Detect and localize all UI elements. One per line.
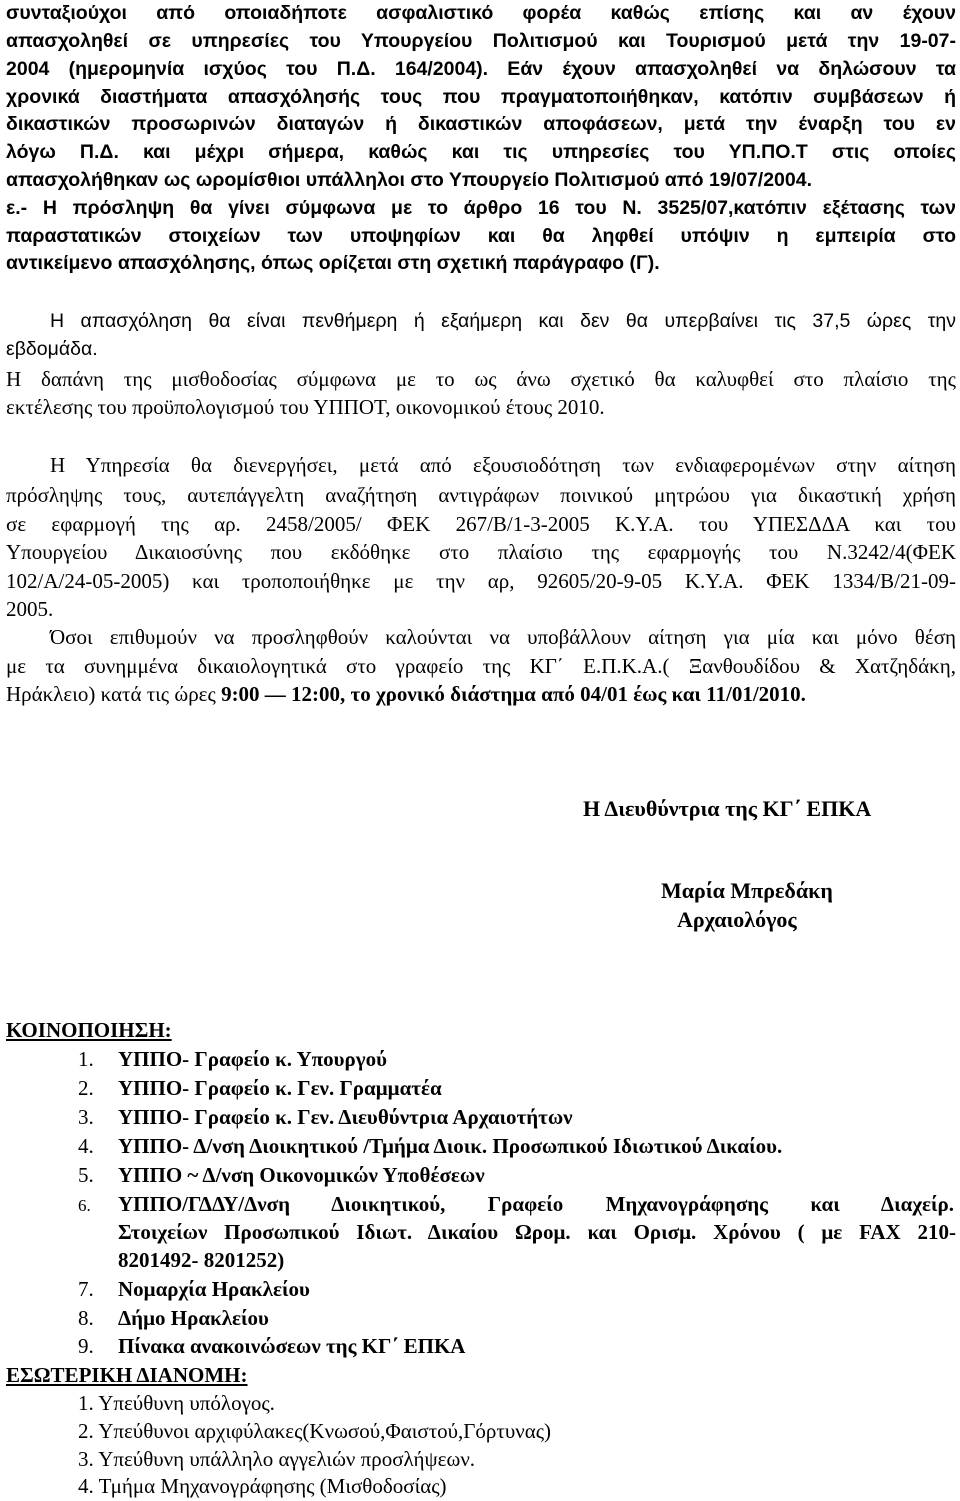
notification-item-number: 1. (78, 1047, 94, 1071)
apply-line: Όσοι επιθυμούν να προσληφθούν καλούνται να υποβάλλουν αίτηση για μία και μόνο θέση (50, 625, 956, 649)
notification-item-text: ΥΠΠΟ- Γραφείο κ. Γεν. Γραμματέα (118, 1076, 442, 1100)
notification-item (78, 1305, 269, 1332)
notification-item-number: 6. (78, 1196, 91, 1215)
work-line: Η απασχόληση θα είναι πενθήμερη ή εξαήμερη και δεν θα υπερβαίνει τις 37,5 ώρες την (50, 310, 956, 332)
cost-line: Η δαπάνη της μισθοδοσίας σύμφωνα με το ως άνω σχετικό θα καλυφθεί στο πλαίσιο της (6, 367, 956, 391)
intro-line: συνταξιούχοι από οποιαδήποτε ασφαλιστικό φορέα καθώς επίσης και αν έχουν (6, 2, 956, 24)
signature-title: Η Διευθύντρια της ΚΓ΄ ΕΠΚΑ (583, 796, 872, 821)
cost-line: εκτέλεσης του προϋπολογισμού του ΥΠΠΟΤ, οικονομικού έτους 2010. (6, 395, 605, 419)
notification-item-text: Δήμο Ηρακλείου (118, 1306, 269, 1330)
notification-item (78, 1104, 573, 1131)
service-line: πρόσληψης τους, αυτεπάγγελτη αναζήτηση αντιγράφων ποινικού μητρώου για δικαστική χρήση (6, 483, 956, 507)
notification-item-text: Πίνακα ανακοινώσεων της ΚΓ΄ ΕΠΚΑ (118, 1334, 466, 1358)
service-line: 102/Α/24-05-2005) και τροποποιήθηκε με την αρ, 92605/20-9-05 Κ.Υ.Α. ΦΕΚ 1334/Β/21-09- (6, 569, 956, 593)
notification-item-continued: 8201492- 8201252) (118, 1248, 285, 1272)
notification-item (78, 1133, 782, 1160)
service-line: Υπουργείου Δικαιοσύνης που εκδόθηκε στο πλαίσιο της εφαρμογής του Ν.3242/4(ΦΕΚ (6, 540, 956, 564)
notification-item (78, 1162, 485, 1189)
notification-item (78, 1333, 465, 1360)
intro-line: παραστατικών στοιχείων των υποψηφίων και θα ληφθεί υπόψιν η εμπειρία στο (6, 225, 956, 247)
intro-line: χρονικά διαστήματα απασχόλησής τους που πραγματοποιήθηκαν, κατόπιν συμβάσεων ή (6, 86, 956, 108)
notification-item-text: ΥΠΠΟ ~ Δ/νση Οικονομικών Υποθέσεων (118, 1163, 485, 1187)
apply-line: με τα συνημμένα δικαιολογητικά στο γραφείο της ΚΓ΄ Ε.Π.Κ.Α.( Ξανθουδίδου & Χατζηδάκη, (6, 654, 956, 678)
notification-item-text: Νομαρχία Ηρακλείου (118, 1277, 310, 1301)
notification-item-number: 7. (78, 1277, 94, 1301)
notification-item-number: 8. (78, 1306, 94, 1330)
intro-line: 2004 (ημερομηνία ισχύος του Π.Δ. 164/2004). Εάν έχουν απασχοληθεί να δηλώσουν τα (6, 58, 956, 80)
notification-item-number: 3. (78, 1105, 94, 1129)
service-line: 2005. (6, 597, 54, 621)
work-line: εβδομάδα. (6, 338, 98, 360)
internal-item: 4. Τμήμα Μηχανογράφησης (Μισθοδοσίας) (78, 1474, 447, 1498)
internal-item: 2. Υπεύθυνοι αρχιφύλακες(Κνωσού,Φαιστού,Γόρτυνας) (78, 1419, 552, 1443)
notification-item-text: ΥΠΠΟ/ΓΔΔΥ/Δνση Διοικητικού, Γραφείο Μηχανογράφησης και Διαχείρ. (118, 1192, 954, 1216)
intro-line: λόγω Π.Δ. και μέχρι σήμερα, καθώς και τις υπηρεσίες του ΥΠ.ΠΟ.Τ στις οποίες (6, 141, 956, 163)
notification-item-number: 2. (78, 1076, 94, 1100)
intro-line: απασχολήθηκαν ως ωρομίσθιοι υπάλληλοι στο Υπουργείο Πολιτισμού από 19/07/2004. (6, 169, 812, 191)
notification-item (78, 1191, 956, 1218)
notification-item (78, 1046, 387, 1073)
internal-item: 1. Υπεύθυνη υπόλογος. (78, 1391, 275, 1415)
service-line: Η Υπηρεσία θα διενεργήσει, μετά από εξουσιοδότηση των ενδιαφερομένων στην αίτηση (50, 453, 956, 477)
notification-item-text: ΥΠΠΟ- Δ/νση Διοικητικού /Τμήμα Διοικ. Προσωπικού Ιδιωτικού Δικαίου. (118, 1134, 783, 1158)
notification-item-number: 4. (78, 1134, 94, 1158)
apply-line-last (6, 681, 956, 708)
service-line: σε εφαρμογή της αρ. 2458/2005/ ΦΕΚ 267/Β/1-3-2005 Κ.Υ.Α. του ΥΠΕΣΔΔΑ και του (6, 512, 956, 536)
notification-item-text: ΥΠΠΟ- Γραφείο κ. Υπουργού (118, 1047, 387, 1071)
signature-role: Αρχαιολόγος (677, 907, 797, 932)
notification-item (78, 1276, 310, 1303)
notification-item (78, 1075, 442, 1102)
internal-item: 3. Υπεύθυνη υπάλληλο αγγελιών προσλήψεων. (78, 1447, 476, 1471)
intro-line: δικαστικών προσωρινών διαταγών ή δικαστικών αποφάσεων, μετά την έναρξη του εν (6, 113, 956, 135)
notification-item-continued: Στοιχείων Προσωπικού Ιδιωτ. Δικαίου Ωρομ. και Ορισμ. Χρόνου ( με FAX 210- (118, 1220, 956, 1244)
intro-line: ε.- Η πρόσληψη θα γίνει σύμφωνα με το άρθρο 16 του Ν. 3525/07,κατόπιν εξέτασης των (6, 197, 956, 219)
notification-heading: ΚΟΙΝΟΠΟΙΗΣΗ: (6, 1018, 172, 1042)
notification-item-number: 5. (78, 1163, 94, 1187)
apply-hours-prefix: Ηράκλειο) κατά τις ώρες (6, 682, 222, 706)
intro-line: αντικείμενο απασχόλησης, όπως ορίζεται στη σχετική παράγραφο (Γ). (6, 252, 660, 274)
notification-item-number: 9. (78, 1334, 94, 1358)
internal-heading: ΕΣΩΤΕΡΙΚΗ ΔΙΑΝΟΜΗ: (6, 1363, 248, 1387)
apply-hours-bold: 9:00 — 12:00, το χρονικό διάστημα από 04/01 έως και 11/01/2010. (221, 682, 806, 706)
intro-line: απασχοληθεί σε υπηρεσίες του Υπουργείου Πολιτισμού και Τουρισμού μετά την 19-07- (6, 30, 956, 52)
notification-item-text: ΥΠΠΟ- Γραφείο κ. Γεν. Διευθύντρια Αρχαιοτήτων (118, 1105, 573, 1129)
signature-name: Μαρία Μπρεδάκη (661, 878, 833, 903)
